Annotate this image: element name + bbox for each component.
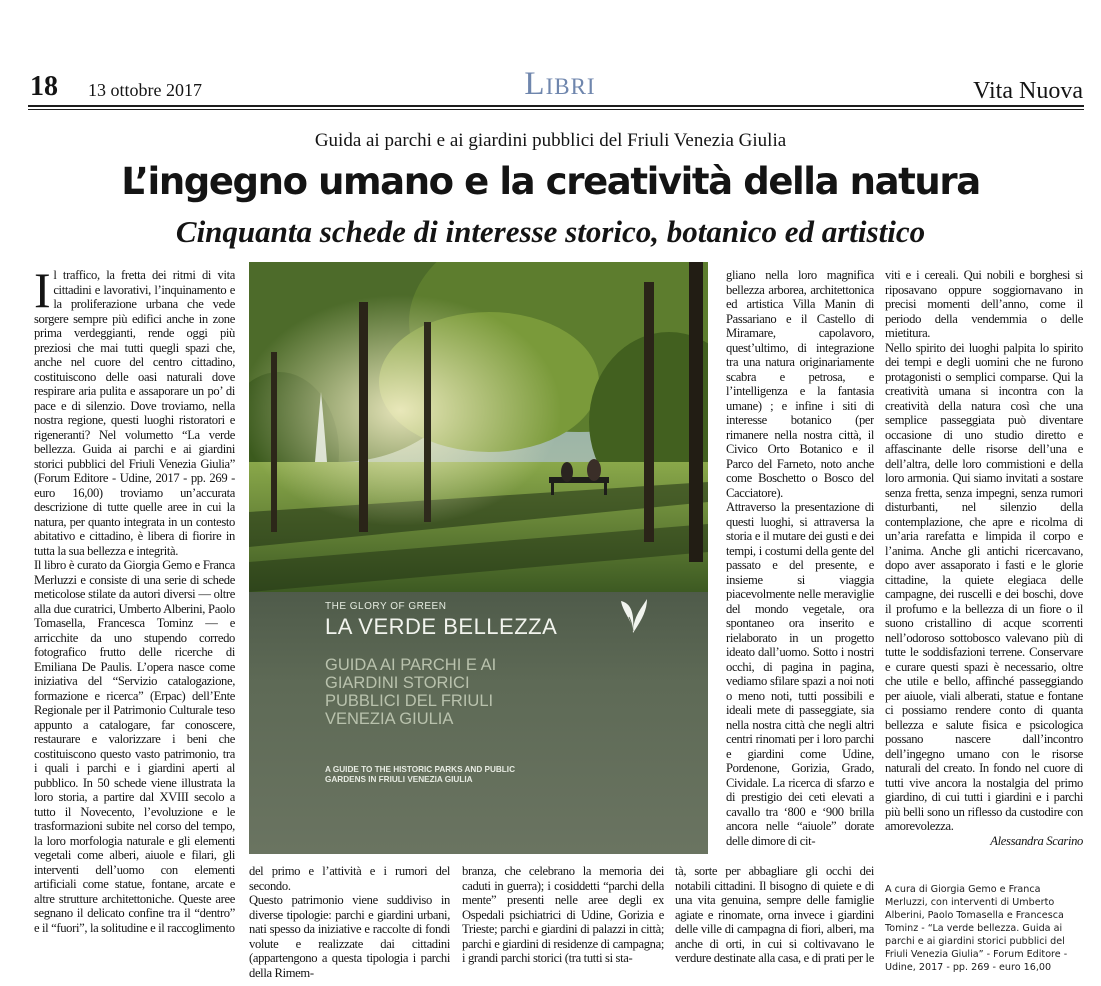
article-column-4 (726, 268, 874, 864)
col3-paragraph: branza, che celebrano la memoria dei caduti in guerra); i cosiddetti “parchi della mente” presenti nelle aree degli ex Ospedali psichiatrici di Udine, Gorizia e Trieste; parchi e giardini di palazzi in città; parchi e giardini di residenze di campagna; i grandi parchi storici (tra tutti si sta- (462, 864, 664, 965)
leaf-icon (617, 595, 649, 635)
header-rule-thin (28, 109, 1084, 110)
cover-subtitle: GUIDA AI PARCHI E AI GIARDINI STORICI PUBBLICI DEL FRIULI VENEZIA GIULIA (325, 656, 497, 728)
col2-paragraph-1: del primo e l’attività e i rumori del secondo. (249, 864, 450, 893)
article-subheadline: Cinquanta schede di interesse storico, botanico ed artistico (175, 214, 926, 249)
page-number: 18 (30, 71, 58, 102)
author-signature: Alessandra Scarino (990, 833, 1083, 848)
drop-cap: I (34, 268, 51, 318)
cover-series: THE GLORY OF GREEN (325, 601, 447, 612)
article-headline: L’ingegno umano e la creatività della natura (121, 160, 980, 203)
article-column-3 (462, 864, 664, 980)
issue-date: 13 ottobre 2017 (88, 80, 202, 100)
book-cover-image (249, 262, 708, 854)
col4-paragraph-2: Attraverso la presentazione di questi luoghi, si attraversa la storia e il mutare dei gusti e dei tempi, i costumi della gente del passato e del presente, e insieme si viaggia piacevolmente nelle meraviglie del mondo vegetale, ora spontaneo ora inserito e rielaborato in un progetto ideato dall’uomo. Sotto i nostri occhi, di pagina in pagina, vediamo sfilare spazi a noi noti o meno noti, tutti possibili e ideali mete di passeggiate, sia nella nostra città che negli altri centri rinomati per i loro parchi e giardini come Udine, Pordenone, Gorizia, Grado, Cividale. La ricerca di sfarzo e di prestigio dei ceti elevati a cavallo tra ‘800 e ‘900 brilla ancora nelle “aiuole” dorate delle dimore di cit- (726, 500, 874, 848)
header-rule (28, 105, 1084, 107)
col5-paragraph: tà, sorte per abbagliare gli occhi dei notabili cittadini. Il bisogno di quiete e di una vita genuina, sempre delle famiglie agiate e rinomate, orna invece i giardini delle ville di campagna di fiori, alberi, ma anche di orti, in cui si coltivavano le verdure destinate alla casa, e di prati per le (675, 864, 874, 965)
article-column-5 (675, 864, 874, 980)
col6-paragraph-1: viti e i cereali. Qui nobili e borghesi si riposavano oppure soggiornavano in precisi momenti dell’anno, come il periodo della vendemmia o delle mietitura. (885, 268, 1083, 340)
cover-title: LA VERDE BELLEZZA (325, 614, 558, 639)
article-kicker: Guida ai parchi e ai giardini pubblici del Friuli Venezia Giulia (314, 130, 787, 151)
col6-paragraph-2: Nello spirito dei luoghi palpita lo spirito dei tempi e degli uomini che ne furono protagonisti o semplici comparse. Qui la creatività umana si incontra con la creatività della natura così che una semplice passeggiata può diventare occasione di uno studio diretto e affascinante delle risorse dell’una e dell’altra, delle loro commistioni e della loro armonia. Qui siamo invitati a sostare senza fretta, senza impegni, senza rumori disturbanti, nel silenzio della contemplazione, che apre e ricolma di un’aria rarefatta e limpida il corpo e l’anima. Anche gli antichi ricercavano, dopo aver assaporato i fasti e le glorie cittadine, la quiete elegiaca delle campagne, dei ruscelli e dei boschi, dove il profumo e la bellezza di un fiore o il suono cristallino di acque scorrenti nell’odoroso sottobosco valevano più di tutte le soddisfazioni terrene. Conservare e curare questi spazi è necessario, oltre che utile e bello, affinché passeggiando per aiuole, viali alberati, statue e fontane ci possiamo rendere conto di quanta bellezza e salute fisica e psicologica possano nascere dall’incontro dell’ingegno umano con le risorse naturali del creato. In fondo nel cuore di tutti vive ancora la nostalgia del primo giardino, di cui tutti i giardini e i parchi più belli sono un riflesso da custodire con amorevolezza. (885, 340, 1083, 833)
cover-english-subtitle: A GUIDE TO THE HISTORIC PARKS AND PUBLIC GARDENS IN FRIULI VENEZIA GIULIA (325, 765, 515, 784)
col2-paragraph-2: Questo patrimonio viene suddiviso in diverse tipologie: parchi e giardini urbani, nati spesso da iniziative e raccolte di fondi volute e realizzate dai cittadini (appartengono a questa tipologia i parchi della Rimem- (249, 893, 450, 980)
book-caption: A cura di Giorgia Gemo e Franca Merluzzi, con interventi di Umberto Alberini, Paolo Tomasella e Francesca Tominz - “La verde bellezza. Guida ai parchi e ai giardini storici pubblici del Friuli Venezia Giulia” - Forum Editore - Udine, 2017 - pp. 269 - euro 16,00 (885, 884, 1068, 973)
article-column-2 (249, 864, 450, 980)
col1-paragraph-2: Il libro è curato da Giorgia Gemo e Franca Merluzzi e consiste di una serie di schede meticolose stilate da autori diversi — oltre alla due curatrici, Umberto Alberini, Paolo Tomasella, Francesca Tominz — e arricchite da uno stupendo corredo fotografico frutto delle ricerche di Emiliana De Paulis. L’opera nasce come iniziativa del “Servizio catalogazione, formazione e ricerca” (Erpac) dell’Ente Regionale per il Patrimonio Culturale teso appunto a catalogare, far conoscere, restaurare e valorizzare i beni che costituiscono questo vasto patrimonio, tra i quali i parchi e i giardini aperti al pubblico. In 50 schede viene illustrata la loro storia, a partire dal XVIII secolo a tutto il Novecento, l’evoluzione e le trasformazioni subite nel corso del tempo, la loro morfologia naturale e gli elementi vegetali come alberi, aiuole e filari, gli interventi dell’uomo con elementi artificiali come statue, fontane, arcate e altre strutture architettoniche. Queste aree segnano il delicato confine tra il “dentro” e il “fuori”, la solitudine e il raccoglimento (34, 558, 235, 935)
section-title: Libri (524, 66, 596, 102)
article-column-6 (885, 268, 1083, 868)
col1-paragraph-1: l traffico, la fretta dei ritmi di vita cittadini e lavorativi, l’inquinamento e la proliferazione urbana che vede sorgere sempre più edifici anche in zone prima verdeggianti, rende oggi più preziosi che mai tutti quegli spazi che, anche nel cuore del centro cittadino, costituiscono delle oasi naturali dove respirare aria pulita e assaporare un po’ di pace e di silenzio. Dove troviamo, nella nostra regione, questi luoghi ristoratori e rigeneranti? Nel volumetto “La verde bellezza. Guida ai parchi e ai giardini storici pubblici del Friuli Venezia Giulia” (Forum Editore - Udine, 2017 - pp. 269 - euro 16,00) troviamo un’accurata descrizione di tutte quelle aree in cui la natura, per quanto integrata in un contesto abitativo e cittadino, è libera di fiorire in tutta la sua bellezza e integrità. (34, 268, 235, 558)
article-column-1 (34, 268, 235, 978)
masthead: Vita Nuova (973, 78, 1083, 104)
col4-paragraph-1: gliano nella loro magnifica bellezza arborea, architettonica ed artistica Villa Manin di Passariano e il Castello di Miramare, capolavoro, quest’ultimo, di integrazione tra una natura originariamente scabra e petrosa, e l’intelligenza e la fantasia umane) ; e infine i siti di interesse botanico (per rimanere nella nostra città, il Civico Orto Botanico e il Parco del Farneto, noto anche come Boschetto o Bosco del Cacciatore). (726, 268, 874, 500)
